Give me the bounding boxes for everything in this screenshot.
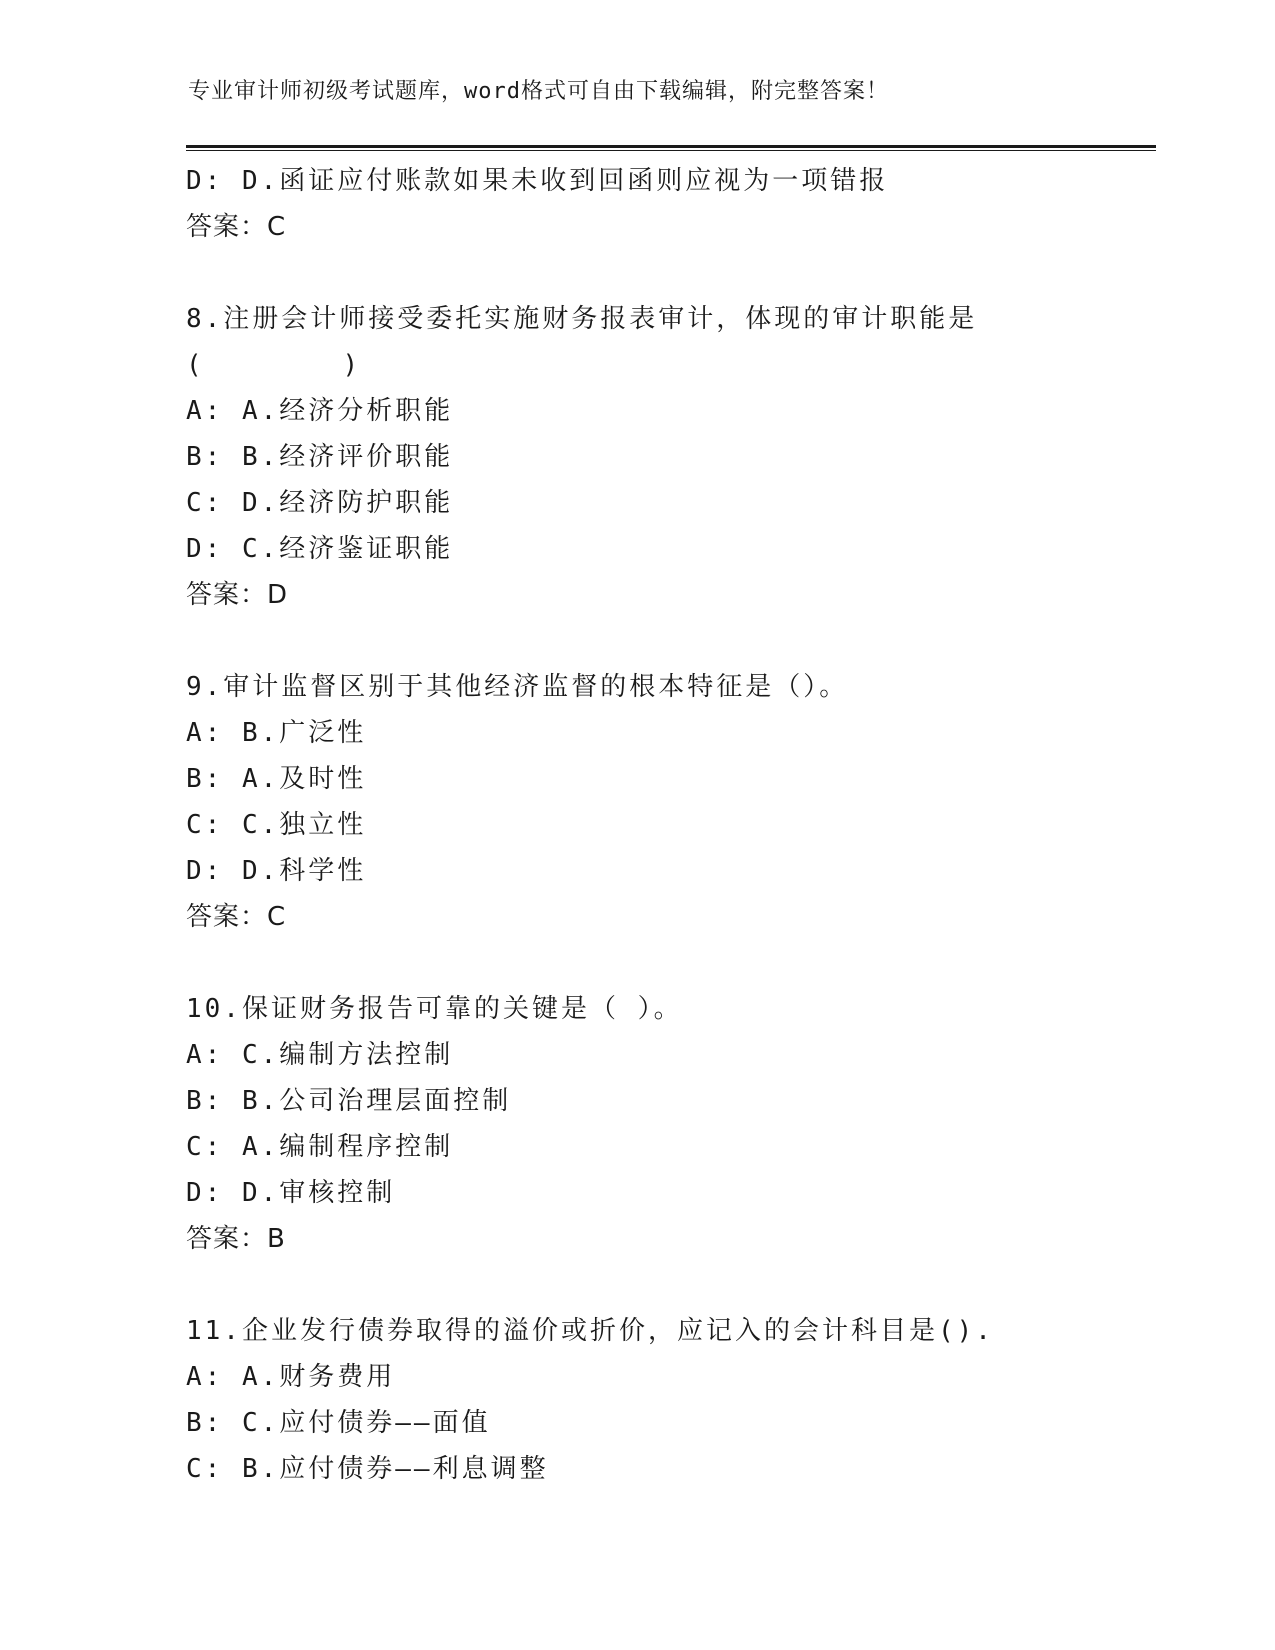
question-11-option-c: C: B.应付债券——利息调整: [186, 1454, 549, 1484]
question-10-stem: 10.保证财务报告可靠的关键是（ ）。: [186, 994, 683, 1024]
header-rule-thick: [186, 145, 1156, 148]
spacer: [186, 940, 1156, 986]
spacer: [186, 618, 1156, 664]
question-9-option-a: A: B.广泛性: [186, 718, 367, 748]
question-10-option-c: C: A.编制程序控制: [186, 1132, 454, 1162]
question-10-option-d: D: D.审核控制: [186, 1178, 396, 1208]
option-d-q7: D: D.函证应付账款如果未收到回函则应视为一项错报: [186, 166, 889, 196]
answer-q10: 答案：B: [186, 1224, 286, 1254]
question-8-stem: 8.注册会计师接受委托实施财务报表审计，体现的审计职能是: [186, 304, 978, 334]
question-8-option-b: B: B.经济评价职能: [186, 442, 454, 472]
question-9-option-b: B: A.及时性: [186, 764, 367, 794]
question-9-option-d: D: D.科学性: [186, 856, 367, 886]
question-8-option-d: D: C.经济鉴证职能: [186, 534, 454, 564]
question-8-option-c: C: D.经济防护职能: [186, 488, 454, 518]
header-rule-thin: [186, 150, 1156, 151]
question-11-stem: 11.企业发行债券取得的溢价或折价，应记入的会计科目是().: [186, 1316, 994, 1346]
question-10-option-b: B: B.公司治理层面控制: [186, 1086, 512, 1116]
spacer: [186, 250, 1156, 296]
answer-q7: 答案：C: [186, 212, 287, 242]
question-11-option-a: A: A.财务费用: [186, 1362, 396, 1392]
question-9-stem: 9.审计监督区别于其他经济监督的根本特征是（）。: [186, 672, 849, 702]
question-8-option-a: A: A.经济分析职能: [186, 396, 454, 426]
page-header: 专业审计师初级考试题库，word格式可自由下载编辑，附完整答案！: [188, 79, 889, 104]
question-11-option-b: B: C.应付债券——面值: [186, 1408, 491, 1438]
question-10-option-a: A: C.编制方法控制: [186, 1040, 454, 1070]
question-9-option-c: C: C.独立性: [186, 810, 367, 840]
answer-q8: 答案：D: [186, 580, 289, 610]
spacer: [186, 1262, 1156, 1308]
question-8-blank: ( ): [186, 350, 359, 380]
document-body: [186, 158, 1156, 1492]
answer-q9: 答案：C: [186, 902, 287, 932]
